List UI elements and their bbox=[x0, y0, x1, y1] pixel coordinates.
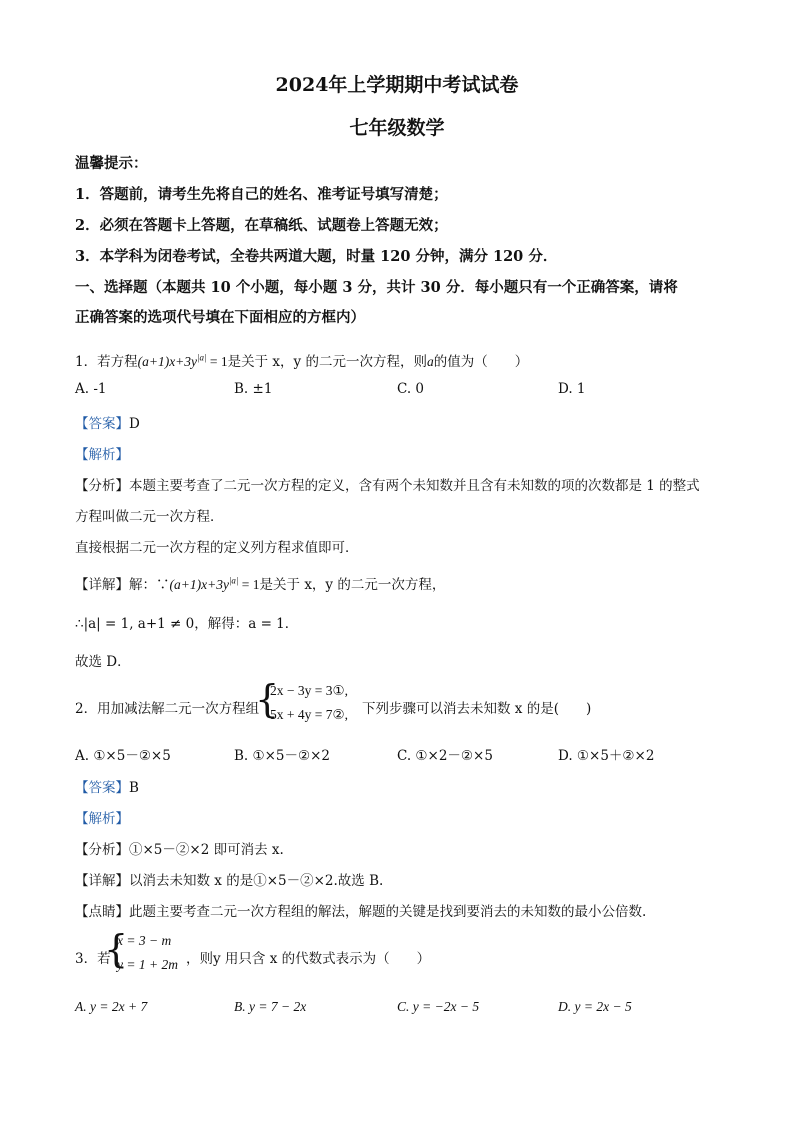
q2-option-d: D. ①×5＋②×2 bbox=[558, 748, 655, 764]
q1-conclusion: 故选 D． bbox=[75, 654, 131, 670]
q2-equation-1: 2x − 3y = 3①, bbox=[270, 683, 348, 698]
q1-fenxi-line-3: 直接根据二元一次方程的定义列方程求值即可． bbox=[75, 540, 359, 556]
exam-subtitle: 七年级数学 bbox=[349, 117, 445, 139]
q1-fenxi-line-2: 方程叫做二元一次方程． bbox=[75, 509, 224, 525]
tip-item-1: 1．答题前，请考生先将自己的姓名、准考证号填写清楚； bbox=[75, 186, 448, 203]
q3-option-b: B. y = 7 − 2x bbox=[234, 999, 307, 1014]
q1-answer-value: D bbox=[129, 416, 140, 432]
q1-detail-line-1 bbox=[75, 573, 445, 593]
q1-stem-rest-b: 的值为（ ） bbox=[433, 354, 529, 370]
q3-brace: { bbox=[104, 927, 129, 971]
q1-analysis-label: 【解析】 bbox=[75, 447, 129, 463]
q2-stem-rest: 下列步骤可以消去未知数 x 的是( ) bbox=[362, 701, 592, 717]
q2-detail-text: 以消去未知数 x 的是➀×5－➁×2.故选 B. bbox=[129, 873, 384, 889]
q1-answer-label: 【答案】 bbox=[75, 416, 129, 432]
q1-detail-line-2: ∴|a| = 1, a+1 ≠ 0，解得：a = 1． bbox=[75, 616, 299, 632]
section-heading-line-2: 正确答案的选项代号填在下面相应的方框内） bbox=[75, 309, 365, 326]
q3-option-d: D. y = 2x − 5 bbox=[558, 999, 632, 1014]
tips-heading: 温馨提示： bbox=[75, 155, 148, 172]
q1-stem-rest-a: 是关于 x，y 的二元一次方程，则 bbox=[227, 354, 427, 370]
q1-fenxi-line-1 bbox=[75, 474, 700, 494]
q3-equation-1: x = 3 − m bbox=[117, 933, 172, 948]
q1-option-b: B. ±1 bbox=[234, 381, 273, 397]
q2-detail bbox=[75, 869, 383, 889]
q2-fenxi-label: 【分析】 bbox=[75, 842, 129, 858]
q3-stem-rest: ，则y 用只含 x 的代数式表示为（ ） bbox=[186, 951, 431, 967]
q2-answer-value: B bbox=[129, 780, 139, 796]
q2-option-a: A. ①×5－②×5 bbox=[75, 748, 171, 764]
q3-option-a: A. y = 2x + 7 bbox=[75, 999, 148, 1014]
q2-detail-label: 【详解】 bbox=[75, 873, 129, 889]
q1-option-c: C. 0 bbox=[397, 381, 425, 397]
q2-option-b: B. ①×5－②×2 bbox=[234, 748, 331, 764]
q2-answer-label: 【答案】 bbox=[75, 780, 129, 796]
q1-equation: (a+1)x+3y bbox=[137, 354, 198, 369]
q2-number: 2．用加减法解二元一次方程组 bbox=[75, 701, 260, 717]
q1-detail-prefix: 解：∵ bbox=[129, 577, 170, 593]
q2-answer bbox=[75, 776, 139, 796]
q1-detail-equation: (a+1)x+3y bbox=[169, 577, 229, 592]
q3-option-c: C. y = −2x − 5 bbox=[397, 999, 480, 1014]
q1-stem bbox=[75, 350, 528, 370]
tip-item-3: 3．本学科为闭卷考试，全卷共两道大题，时量 120 分钟，满分 120 分． bbox=[75, 248, 558, 265]
q1-detail-equals: = 1 bbox=[238, 577, 260, 592]
q1-number: 1．若方程 bbox=[75, 354, 138, 370]
q1-option-a: A. -1 bbox=[75, 381, 107, 397]
exam-title: 2024年上学期期中考试试卷 bbox=[275, 74, 519, 96]
q2-dianjing-label: 【点睛】 bbox=[75, 904, 129, 920]
tip-item-2: 2．必须在答题卡上答题，在草稿纸、试题卷上答题无效； bbox=[75, 217, 448, 234]
q2-fenxi-text: ➀×5－➁×2 即可消去 x. bbox=[129, 842, 284, 858]
q3-number: 3．若 bbox=[75, 951, 111, 967]
q2-analysis-label: 【解析】 bbox=[75, 811, 129, 827]
q2-brace: { bbox=[255, 677, 280, 721]
q2-dianjing-text: 此题主要考查二元一次方程组的解法，解题的关键是找到要消去的未知数的最小公倍数. bbox=[129, 904, 647, 920]
q2-fenxi bbox=[75, 838, 284, 858]
q3-equation-2: y = 1 + 2m bbox=[117, 957, 178, 972]
section-heading-line-1: 一、选择题（本题共 10 个小题，每小题 3 分，共计 30 分．每小题只有一个正确答案，请将 bbox=[75, 279, 678, 296]
q1-fenxi-text-1: 本题主要考查了二元一次方程的定义，含有两个未知数并且含有未知数的项的次数都是 1 的整式 bbox=[129, 478, 700, 494]
q1-detail-exponent: |a| bbox=[228, 575, 239, 586]
q2-equation-2: 5x + 4y = 7②, bbox=[270, 707, 348, 722]
q2-option-c: C. ①×2－②×5 bbox=[397, 748, 493, 764]
q1-answer bbox=[75, 412, 140, 432]
q1-detail-label: 【详解】 bbox=[75, 577, 129, 593]
q1-detail-text: 是关于 x，y 的二元一次方程， bbox=[259, 577, 446, 593]
q1-fenxi-label: 【分析】 bbox=[75, 478, 129, 494]
q2-dianjing bbox=[75, 900, 646, 920]
q1-var: a bbox=[426, 354, 434, 369]
q1-option-d: D. 1 bbox=[558, 381, 586, 397]
q1-equals: = 1 bbox=[206, 354, 228, 369]
q1-exponent: |a| bbox=[197, 352, 207, 363]
